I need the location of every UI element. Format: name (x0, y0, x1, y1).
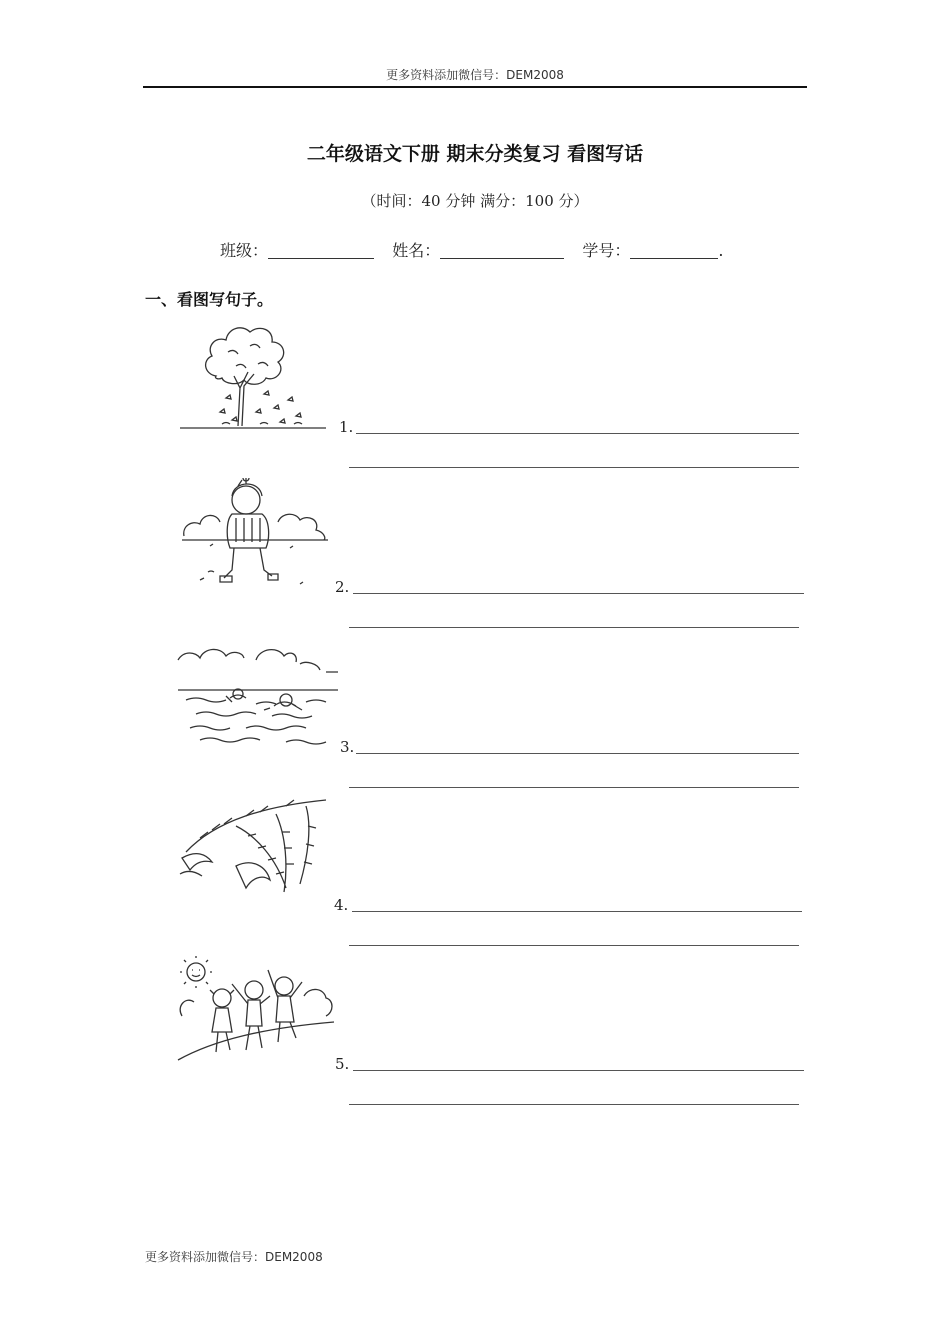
willow-swallows-picture (176, 796, 336, 904)
class-blank[interactable] (268, 242, 374, 259)
tree-falling-leaves-picture (176, 316, 328, 434)
item-4-number: 4. (334, 896, 349, 914)
name-blank[interactable] (440, 242, 564, 259)
page-header-text: 更多资料添加微信号：DEM2008 (386, 68, 564, 82)
class-label: 班级： (220, 241, 269, 260)
item-2-answer-line-1[interactable] (353, 593, 804, 594)
student-info-row (220, 238, 724, 261)
page-footer-text: 更多资料添加微信号：DEM2008 (145, 1250, 323, 1264)
exam-time-score: （时间：40 分钟 满分：100 分） (361, 192, 589, 210)
child-walking-winter-picture (180, 478, 330, 592)
section-heading: 一、看图写句子。 (145, 290, 274, 309)
item-3-answer-line-1[interactable] (356, 753, 799, 754)
item-1-answer-line-1[interactable] (356, 433, 799, 434)
item-3-number: 3. (340, 738, 355, 756)
id-blank[interactable] (630, 242, 718, 259)
page-title: 二年级语文下册 期末分类复习 看图写话 (306, 143, 644, 165)
item-1-number: 1. (339, 418, 354, 436)
item-2-number: 2. (335, 578, 350, 596)
item-4-answer-line-2[interactable] (349, 945, 799, 946)
children-exercising-sun-picture (174, 956, 336, 1066)
item-5-answer-line-1[interactable] (353, 1070, 804, 1071)
info-end-mark: . (718, 241, 724, 260)
item-4-answer-line-1[interactable] (352, 911, 802, 912)
item-5-number: 5. (335, 1055, 350, 1073)
item-1-answer-line-2[interactable] (349, 467, 799, 468)
item-3-answer-line-2[interactable] (349, 787, 799, 788)
header-divider (143, 86, 807, 88)
item-5-answer-line-2[interactable] (349, 1104, 799, 1105)
item-2-answer-line-2[interactable] (349, 627, 799, 628)
children-swimming-picture (176, 642, 340, 750)
name-label: 姓名： (392, 241, 441, 260)
id-label: 学号： (582, 241, 631, 260)
